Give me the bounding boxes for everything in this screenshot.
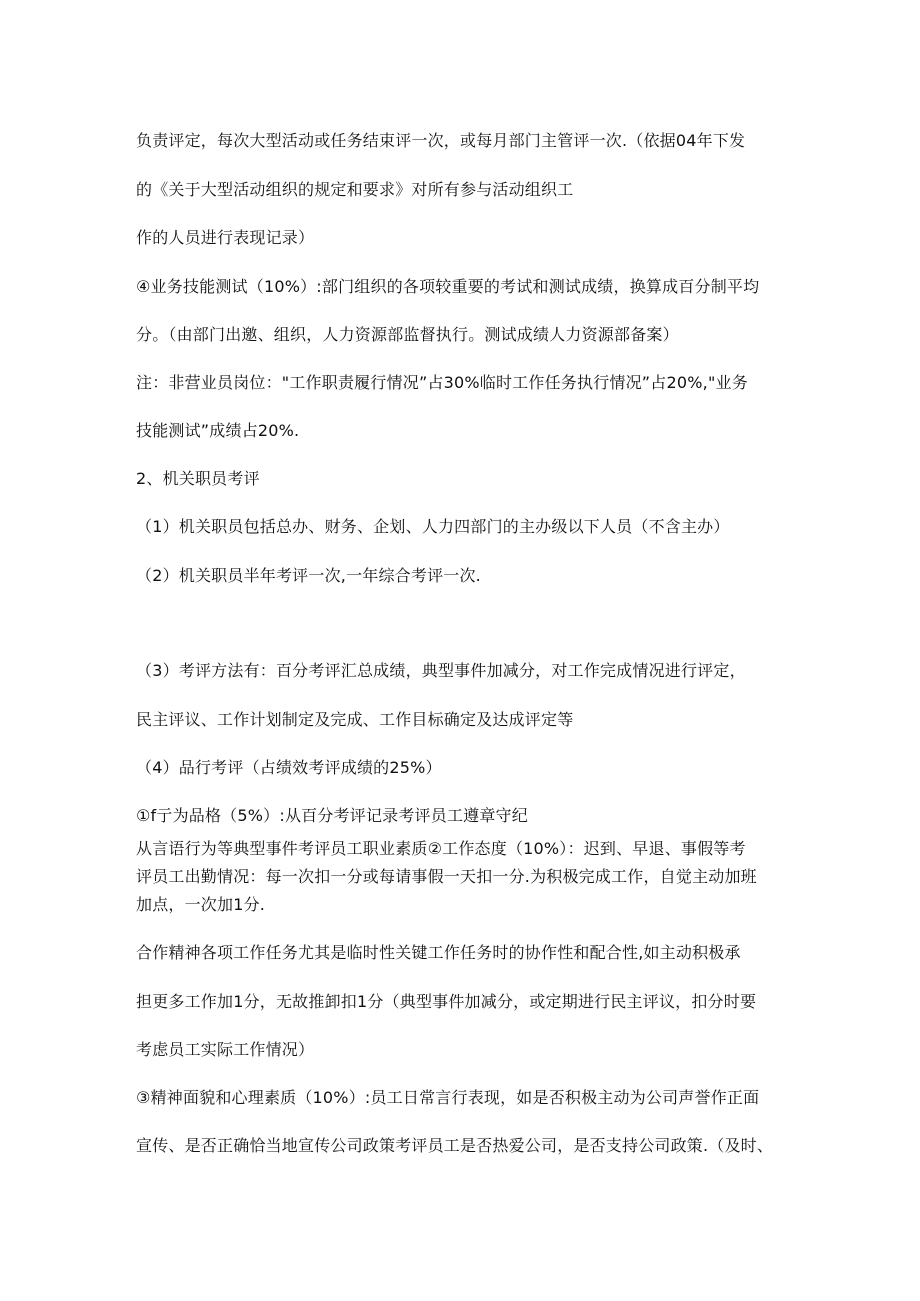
paragraph-line: 担更多工作加1分，无故推卸扣1分（典型事件加减分，或定期进行民主评议，扣分时要	[136, 992, 757, 1011]
note-line: 技能测试”成绩占20%.	[136, 421, 300, 440]
section-heading-office-staff: 2、机关职员考评	[136, 469, 260, 488]
list-item: （4）品行考评（占绩效考评成绩的25%）	[136, 758, 442, 777]
paragraph-line: 作的人员进行表现记录）	[136, 228, 315, 247]
paragraph-line: 民主评议、工作计划制定及完成、工作目标确定及达成评定等	[136, 710, 574, 729]
paragraph-line: ①f亍为品格（5%）:从百分考评记录考评员工遵章守纪	[136, 806, 528, 825]
paragraph-line: ③精神面貌和心理素质（10%）:员工日常言行表现，如是否积极主动为公司声誉作正面	[136, 1088, 760, 1107]
note-line: 注：非营业员岗位："工作职责履行情况”占30%临时工作任务执行情况”占20%,"业务	[136, 373, 748, 392]
paragraph-line: 加点，一次加1分.	[136, 895, 266, 914]
paragraph-line: 从言语行为等典型事件考评员工职业素质②工作态度（10%）：迟到、早退、事假等考	[136, 839, 746, 858]
list-item: （2）机关职员半年考评一次,一年综合考评一次.	[136, 566, 481, 585]
paragraph-line: 负责评定，每次大型活动或任务结束评一次，或每月部门主管评一次.（依据04年下发	[136, 131, 746, 150]
paragraph-line: 合作精神各项工作任务尤其是临时性关键工作任务时的协作性和配合性,如主动积极承	[136, 943, 741, 962]
paragraph-line: 评员工出勤情况：每一次扣一分或每请事假一天扣一分.为积极完成工作，自觉主动加班	[136, 867, 757, 886]
paragraph-line: 宣传、是否正确恰当地宣传公司政策考评员工是否热爱公司，是否支持公司政策.（及时、	[136, 1136, 774, 1155]
list-item: （3）考评方法有：百分考评汇总成绩，典型事件加减分，对工作完成情况进行评定，	[136, 661, 746, 680]
paragraph-line: 的《关于大型活动组织的规定和要求》对所有参与活动组织工	[136, 180, 574, 199]
section-heading-skills-test: ④业务技能测试（10%）:部门组织的各项较重要的考试和测试成绩，换算成百分制平均	[136, 277, 760, 296]
paragraph-line: 考虑员工实际工作情况）	[136, 1040, 315, 1059]
paragraph-line: 分。（由部门出邀、组织，人力资源部监督执行。测试成绩人力资源部备案）	[136, 325, 679, 344]
list-item: （1）机关职员包括总办、财务、企划、人力四部门的主办级以下人员（不含主办）	[136, 517, 730, 536]
